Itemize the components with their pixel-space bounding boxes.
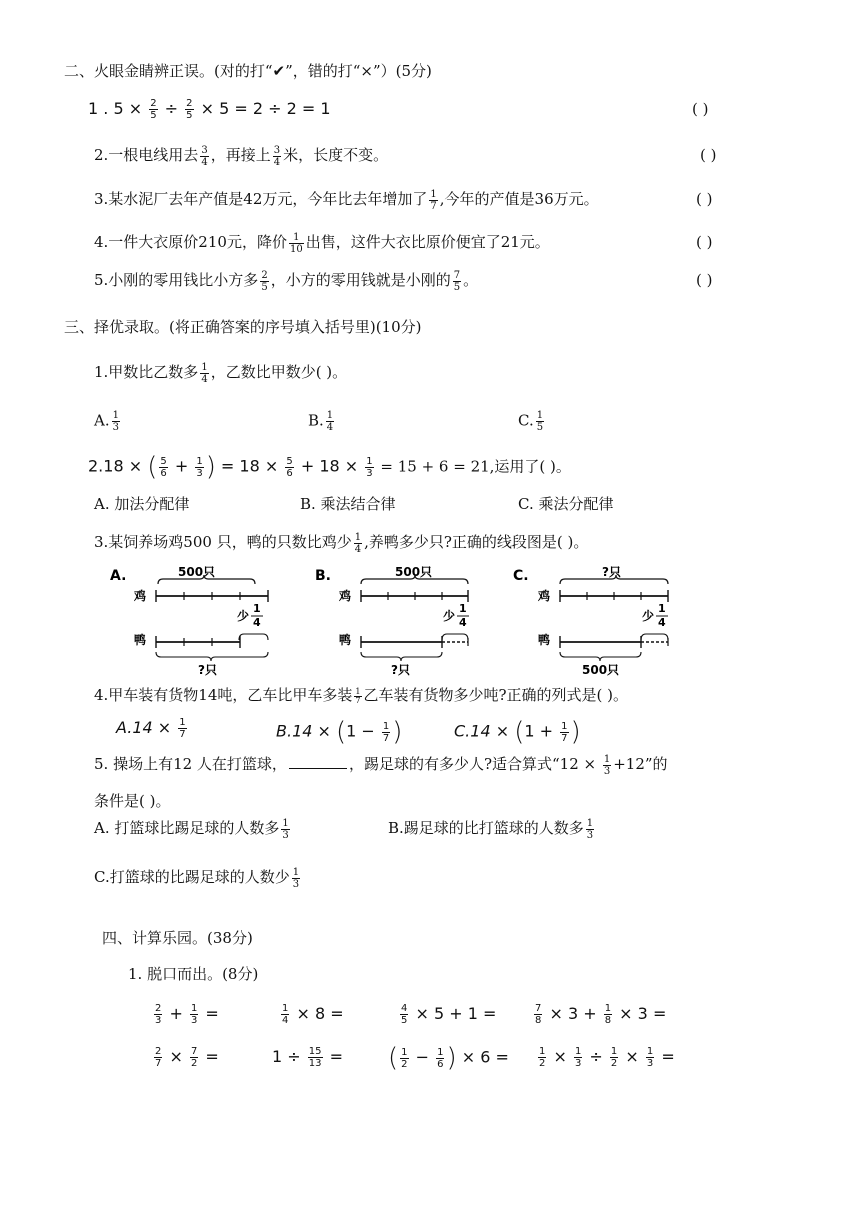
s3-q4-option-b[interactable]: B.14 × (1 − $\frac{1}{7}$ ) — [276, 717, 403, 747]
svg-text:少: 少 — [642, 609, 655, 623]
s4-subsection-1: 1. 脱口而出。(8分) — [128, 965, 259, 983]
answer-paren[interactable]: ( ) — [696, 271, 713, 289]
s3-q1-option-a[interactable]: A. $\frac{1}{3}$ — [94, 410, 119, 433]
section-3-title: 三、择优录取。(将正确答案的序号填入括号里)(10分) — [64, 318, 422, 336]
s3-question-3: 3.某饲养场鸡500 只，鸭的只数比鸡少 $\frac{1}{4}$ ,养鸭多少只?正确的线段图是( )。 — [94, 531, 589, 555]
calc-r1-c3: $\frac{4}{5}$ × 5 + 1 = — [401, 1003, 497, 1026]
calc-r1-c4: $\frac{7}{8}$ × 3 + $\frac{1}{8}$ × 3 = — [535, 1003, 667, 1026]
brace-label: ?只 — [391, 663, 410, 676]
diagram-c[interactable] — [513, 565, 668, 676]
calc-r2-c3: ( $\frac{1}{2}$ − $\frac{1}{6}$ ) × 6 = — [388, 1043, 509, 1073]
s3-question-5: 5. 操场上有12 人在打篮球， ，踢足球的有多少人?适合算式“12 × $\frac{1}{3}$ +12”的 — [94, 753, 668, 777]
fraction: $\frac{2}{5}$ — [150, 98, 157, 121]
s3-q2-option-a[interactable]: A. 加法分配律 — [94, 495, 190, 513]
s2-question-3: 3.某水泥厂去年产值是42万元，今年比去年增加了 $\frac{1}{7}$ ,今年的产值是36万元。 — [94, 188, 599, 212]
diagram-label: A. — [110, 568, 127, 584]
svg-text:鸡: 鸡 — [134, 589, 147, 603]
calc-r2-c1: $\frac{2}{7}$ × $\frac{7}{2}$ = — [155, 1046, 219, 1069]
answer-paren[interactable]: ( ) — [692, 100, 709, 118]
s2-question-1: 1 . 5 × $\frac{2}{5}$ ÷ $\frac{2}{5}$ × 5 = 2 ÷ 2 = 1 — [88, 98, 331, 121]
svg-text:4: 4 — [658, 616, 666, 629]
diagram-label: C. — [513, 568, 529, 584]
s3-q5-condition-line: 条件是( )。 — [94, 792, 171, 810]
svg-text:1: 1 — [253, 602, 261, 615]
s3-question-4: 4.甲车装有货物14吨，乙车比甲车多装 $\frac{1}{7}$ 乙车装有货物多少吨?正确的列式是( )。 — [94, 686, 629, 705]
calc-r2-c2: 1 ÷ $\frac{15}{13}$ = — [272, 1046, 343, 1069]
brace-label: ?只 — [198, 663, 217, 676]
s3-q5-option-b[interactable]: B.踢足球的比打篮球的人数多 $\frac{1}{3}$ — [388, 817, 594, 841]
s3-q2-option-b[interactable]: B. 乘法结合律 — [300, 495, 396, 513]
s3-question-1: 1.甲数比乙数多 $\frac{1}{4}$ ，乙数比甲数少( )。 — [94, 361, 348, 385]
svg-text:鸡: 鸡 — [538, 589, 551, 603]
s3-q5-option-a[interactable]: A. 打篮球比踢足球的人数多 $\frac{1}{3}$ — [94, 817, 289, 841]
calc-r1-c1: $\frac{2}{3}$ + $\frac{1}{3}$ = — [155, 1003, 219, 1026]
brace-label: 500只 — [178, 565, 216, 579]
s3-q5-option-c[interactable]: C.打篮球的比踢足球的人数少 $\frac{1}{3}$ — [94, 866, 300, 890]
diagram-b[interactable] — [315, 565, 469, 676]
calc-r1-c2: $\frac{1}{4}$ × 8 = — [282, 1003, 344, 1026]
s3-q2-option-c[interactable]: C. 乘法分配律 — [518, 495, 614, 513]
answer-paren[interactable]: ( ) — [696, 233, 713, 251]
svg-text:鸭: 鸭 — [339, 633, 352, 647]
svg-text:少: 少 — [443, 609, 456, 623]
answer-paren[interactable]: ( ) — [700, 146, 717, 164]
diagram-a[interactable] — [110, 565, 268, 676]
s2-question-2: 2.一根电线用去 $\frac{3}{4}$ ，再接上 $\frac{3}{4}$ 米，长度不变。 — [94, 144, 389, 168]
svg-text:鸭: 鸭 — [134, 633, 147, 647]
s2-question-4: 4.一件大衣原价210元，降价 $\frac{1}{10}$ 出售，这件大衣比原价便宜了21元。 — [94, 231, 550, 255]
svg-text:鸭: 鸭 — [538, 633, 551, 647]
svg-text:1: 1 — [459, 602, 467, 615]
s2-question-5: 5.小刚的零用钱比小方多 $\frac{2}{5}$ ，小方的零用钱就是小刚的 $\frac{7}{5}$ 。 — [94, 269, 479, 293]
s3-q1-option-c[interactable]: C. $\frac{1}{5}$ — [518, 410, 544, 433]
svg-text:4: 4 — [459, 616, 467, 629]
brace-label: ?只 — [602, 565, 621, 579]
brace-label: 500只 — [582, 663, 620, 676]
answer-paren[interactable]: ( ) — [696, 190, 713, 208]
svg-text:少: 少 — [237, 609, 250, 623]
section-2-title: 二、火眼金睛辨正误。(对的打“✔”，错的打“×”）(5分) — [64, 62, 432, 80]
svg-text:4: 4 — [253, 616, 261, 629]
diagram-label: B. — [315, 568, 331, 584]
section-4-title: 四、计算乐园。(38分) — [102, 929, 253, 947]
brace-label: 500只 — [395, 565, 433, 579]
calc-r2-c4: $\frac{1}{2}$ × $\frac{1}{3}$ ÷ $\frac{1}{2}$ × $\frac{1}{3}$ = — [539, 1046, 675, 1069]
s3-q4-option-c[interactable]: C.14 × (1 + $\frac{1}{7}$ ) — [454, 717, 581, 747]
s3-question-2: 2.18 × ( $\frac{5}{6}$ + $\frac{1}{3}$ ) = 18 × $\frac{5}{6}$ + 18 × $\frac{1}{3}$ = 15 + 6 = 21,运用了( )。 — [88, 452, 571, 482]
s3-q4-option-a[interactable]: A.14 × $\frac{1}{7}$ — [116, 717, 186, 740]
s3-q1-option-b[interactable]: B. $\frac{1}{4}$ — [308, 410, 334, 433]
svg-text:1: 1 — [658, 602, 666, 615]
line-segment-diagrams — [100, 560, 720, 676]
fill-blank[interactable] — [289, 754, 347, 769]
svg-text:鸡: 鸡 — [339, 589, 352, 603]
